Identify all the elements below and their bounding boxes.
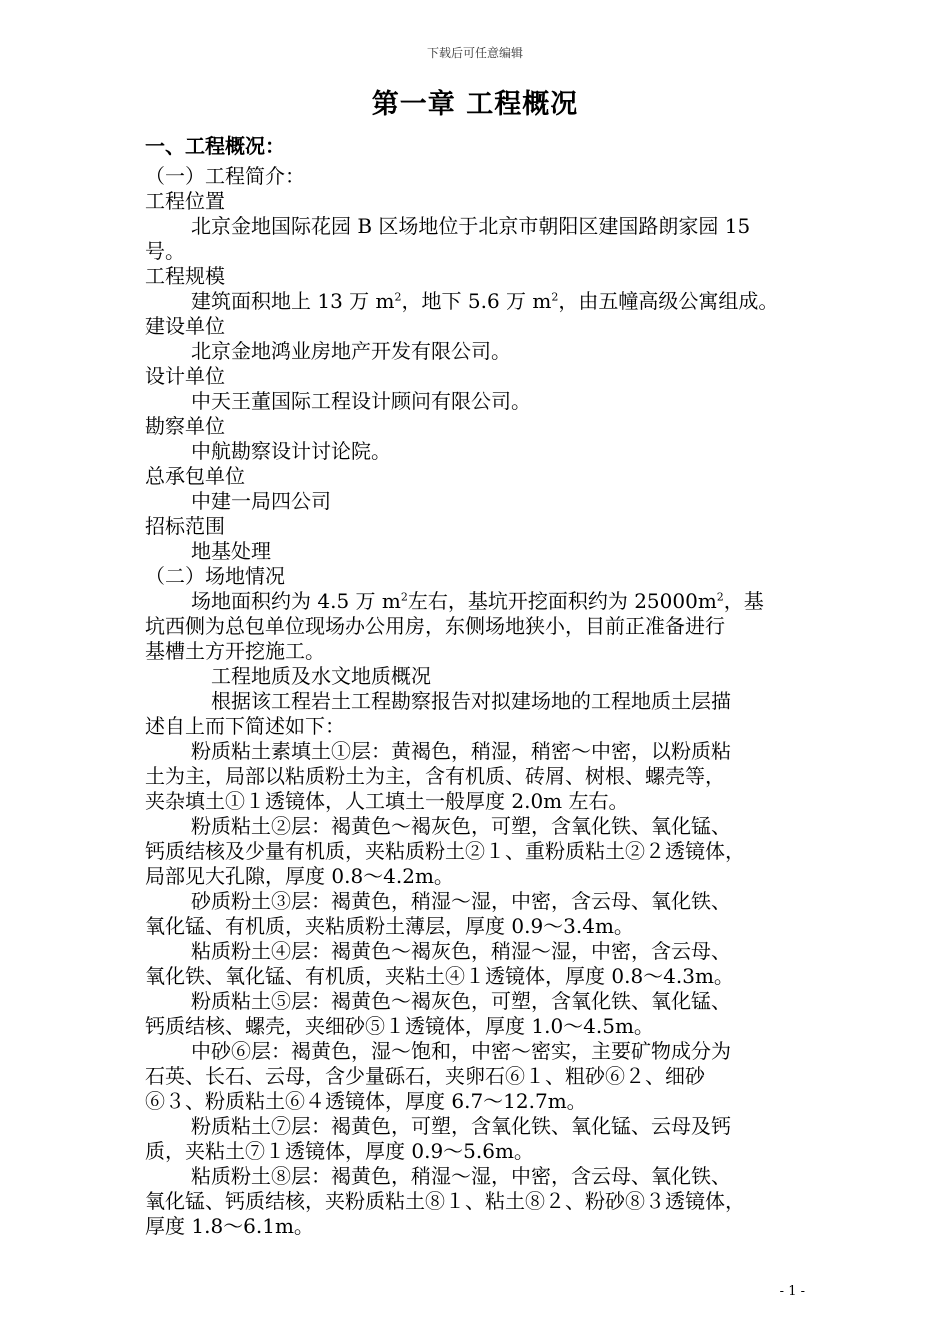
chapter-title: 第一章 工程概况 — [371, 89, 579, 120]
document-body — [145, 132, 810, 1239]
owner-text: 北京金地鸿业房地产开发有限公司。 — [191, 339, 511, 363]
superscript: 2 — [716, 590, 724, 604]
location-text: 北京金地国际花园 B 区场地位于北京市朝阳区建国路朗家园 15 — [191, 214, 751, 238]
scale-text-c: ，由五幢高级公寓组成。 — [558, 289, 779, 313]
soil-layers — [145, 739, 810, 1239]
soil-layer-paragraph: 粉质粘土⑦层：褐黄色，可塑，含氧化铁、氧化锰、云母及钙 — [191, 1114, 731, 1138]
subsection-heading: （一）工程简介： — [145, 164, 305, 188]
contractor-text: 中建一局四公司 — [191, 489, 331, 513]
section-heading: 一、工程概况： — [145, 134, 285, 158]
survey-label: 勘察单位 — [145, 414, 225, 438]
site-text-a: 场地面积约为 4.5 万 m — [191, 589, 401, 613]
soil-layer-line: ⑥３、粉质粘土⑥４透镜体，厚度 6.7～12.7m。 — [145, 1089, 587, 1113]
scale-text-b: ，地下 5.6 万 m — [401, 289, 552, 313]
location-label: 工程位置 — [145, 189, 225, 213]
superscript: 2 — [400, 590, 408, 604]
design-text: 中天王董国际工程设计顾问有限公司。 — [191, 389, 531, 413]
owner-label: 建设单位 — [145, 314, 225, 338]
soil-layer-paragraph: 砂质粉土③层：褐黄色，稍湿～湿，中密，含云母、氧化铁、 — [191, 889, 731, 913]
soil-layer-line: 氧化锰、钙质结核，夹粉质粘土⑧１、粘土⑧２、粉砂⑧３透镜体， — [145, 1189, 745, 1213]
site-text-2: 坑西侧为总包单位现场办公用房，东侧场地狭小，目前正准备进行 — [145, 614, 725, 638]
soil-layer-line: 石英、长石、云母，含少量砾石，夹卵石⑥１、粗砂⑥２、细砂 — [145, 1064, 705, 1088]
geology-intro-cont: 述自上而下简述如下： — [145, 714, 345, 738]
design-label: 设计单位 — [145, 364, 225, 388]
bid-label: 招标范围 — [145, 514, 225, 538]
soil-layer-line: 土为主，局部以粘质粉土为主，含有机质、砖屑、树根、螺壳等， — [145, 764, 725, 788]
geology-title: 工程地质及水文地质概况 — [211, 664, 431, 688]
scale-label: 工程规模 — [145, 264, 225, 288]
soil-layer-line: 钙质结核及少量有机质，夹粘质粉土②１、重粉质粘土②２透镜体， — [145, 839, 745, 863]
soil-layer-paragraph: 粉质粘土⑤层：褐黄色～褐灰色，可塑，含氧化铁、氧化锰、 — [191, 989, 731, 1013]
soil-layer-line: 质，夹粘土⑦１透镜体，厚度 0.9～5.6m。 — [145, 1139, 534, 1163]
scale-text — [145, 289, 810, 314]
superscript: 2 — [551, 290, 559, 304]
soil-layer-line: 夹杂填土①１透镜体，人工填土一般厚度 2.0m 左右。 — [145, 789, 629, 813]
superscript: 2 — [394, 290, 402, 304]
survey-text: 中航勘察设计讨论院。 — [191, 439, 391, 463]
site-text-b: 左右，基坑开挖面积约为 25000m — [407, 589, 717, 613]
site-text-1 — [145, 589, 810, 614]
soil-layer-paragraph: 粉质粘土②层：褐黄色～褐灰色，可塑，含氧化铁、氧化锰、 — [191, 814, 731, 838]
bid-text: 地基处理 — [191, 539, 271, 563]
soil-layer-line: 钙质结核、螺壳，夹细砂⑤１透镜体，厚度 1.0～4.5m。 — [145, 1014, 654, 1038]
location-text-cont: 号。 — [145, 239, 185, 263]
soil-layer-line: 厚度 1.8～6.1m。 — [145, 1214, 314, 1238]
page-number: - 1 - — [779, 1284, 805, 1299]
soil-layer-line: 氧化锰、有机质，夹粘质粉土薄层，厚度 0.9～3.4m。 — [145, 914, 634, 938]
page-header: 下载后可任意编辑 — [426, 46, 523, 60]
soil-layer-paragraph: 粘质粉土④层：褐黄色～褐灰色，稍湿～湿，中密，含云母、 — [191, 939, 731, 963]
contractor-label: 总承包单位 — [145, 464, 245, 488]
subsection-heading-2: （二）场地情况 — [145, 564, 285, 588]
soil-layer-paragraph: 中砂⑥层：褐黄色，湿～饱和，中密～密实，主要矿物成分为 — [191, 1039, 731, 1063]
soil-layer-line: 氧化铁、氧化锰、有机质，夹粘土④１透镜体，厚度 0.8～4.3m。 — [145, 964, 734, 988]
soil-layer-paragraph: 粉质粘土素填土①层：黄褐色，稍湿，稍密～中密，以粉质粘 — [191, 739, 731, 763]
scale-text-a: 建筑面积地上 13 万 m — [191, 289, 395, 313]
soil-layer-line: 局部见大孔隙，厚度 0.8～4.2m。 — [145, 864, 454, 888]
soil-layer-paragraph: 粘质粉土⑧层：褐黄色，稍湿～湿，中密，含云母、氧化铁、 — [191, 1164, 731, 1188]
geology-intro: 根据该工程岩土工程勘察报告对拟建场地的工程地质土层描 — [211, 689, 731, 713]
site-text-3: 基槽土方开挖施工。 — [145, 639, 325, 663]
site-text-c: ，基 — [723, 589, 764, 613]
